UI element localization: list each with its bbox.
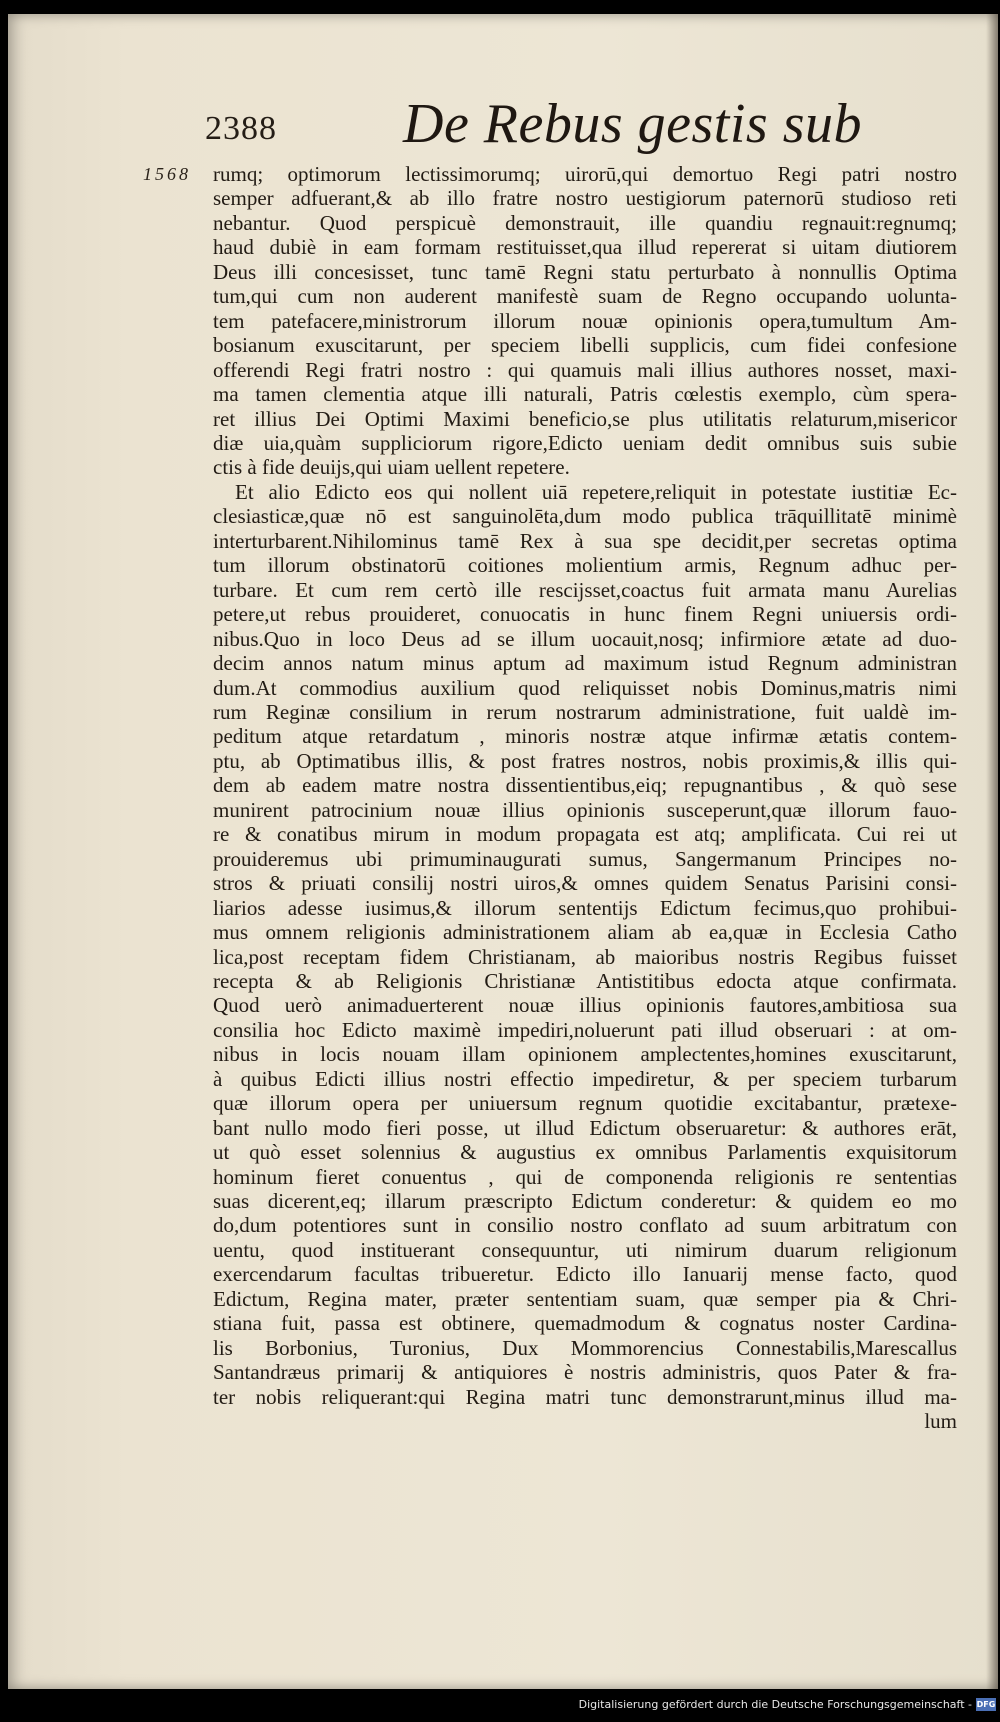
funding-credit: Digitalisierung gefördert durch die Deutsche Forschungsgemeinschaft - — [578, 1698, 972, 1711]
text-line: liarios adesse iusimus,& illorum sententijs Edictum fecimus,quo prohibui- — [213, 895, 957, 920]
dfg-logo-icon: DFG — [976, 1700, 996, 1709]
text-line: dum.At commodius auxilium quod reliquisset nobis Dominus,matris nimi — [213, 675, 957, 700]
page-number: 2388 — [205, 110, 277, 147]
text-line: suas dicerent,eq; illarum præscripto Edictum conderetur: & quidem eo mo — [213, 1189, 957, 1214]
text-line: munirent patrocinium nouæ illius opinionis susceperunt,quæ illorum fauo- — [213, 797, 957, 822]
text-line: tem patefacere,ministrorum illorum nouæ opinionis opera,tumultum Am- — [213, 308, 957, 333]
text-line: quæ illorum opera per uniuersum regnum quotidie excitabantur, prætexe- — [213, 1091, 957, 1116]
text-line: uentu, quod instituerant consequuntur, uti nimirum duarum religionum — [213, 1237, 957, 1262]
book-page — [8, 14, 998, 1689]
margin-year-note: 1568 — [143, 164, 191, 184]
text-line: tum,qui cum non auderent manifestè suam de Regno occupando uolunta- — [213, 284, 957, 309]
text-line: stros & priuati consilij nostri uiros,& omnes quidem Senatus Parisini consi- — [213, 871, 957, 896]
text-line: nibus.Quo in loco Deus ad se illum uocauit,nosq; infirmiore ætate ad duo- — [213, 626, 957, 651]
text-line: consilia hoc Edicto maximè impediri,noluerunt pati illud obseruari : at om- — [213, 1017, 957, 1042]
text-line: bant nullo modo fieri posse, ut illud Edictum obseruaretur: & authores erāt, — [213, 1115, 957, 1140]
text-line: offerendi Regi fratri nostro : qui quamuis mali illius authores nosset, maxi- — [213, 357, 957, 382]
text-line: rum Reginæ consilium in rerum nostrarum administratione, fuit ualdè im- — [213, 699, 957, 724]
text-line: turbare. Et cum rem certò ille rescijsset,coactus fuit armata manu Aurelias — [213, 577, 957, 602]
text-line: diæ uia,quàm suppliciorum rigore,Edicto ueniam dedit omnibus suis subie — [213, 430, 957, 455]
text-line: ctis à fide deuijs,qui uiam uellent repetere. — [213, 455, 570, 480]
text-line: decim annos natum minus aptum ad maximum istud Regnum administran — [213, 651, 957, 676]
text-line: hominum fieret conuentus , qui de componenda religionis re sententias — [213, 1164, 957, 1189]
text-line: Edictum, Regina mater, præter sententiam suam, quæ semper pia & Chri- — [213, 1286, 957, 1311]
text-line: prouideremus ubi primuminaugurati sumus, Sangermanum Principes no- — [213, 846, 957, 871]
text-line: stiana fuit, passa est obtinere, quemadmodum & cognatus noster Cardina- — [213, 1311, 957, 1336]
text-line: interturbarent.Nihilominus tamē Rex à sua spe decidit,per secretas optima — [213, 528, 957, 553]
text-line: bosianum exuscitarunt, per speciem libelli supplicis, cum fidei confesione — [213, 333, 957, 358]
text-line: Deus illi concesisset, tunc tamē Regni statu perturbato à nonnullis Optima — [213, 259, 957, 284]
text-line: haud dubiè in eam formam restituisset,qua illud repererat si uitam diutiorem — [213, 235, 957, 260]
text-line: tum illorum obstinatorū coitiones molientium armis, Regnum adhuc per- — [213, 553, 957, 578]
text-line: ma tamen clementia atque illi naturali, Patris cœlestis exemplo, cùm spera- — [213, 382, 957, 407]
text-line: nibus in locis nouam illam opinionem amplectentes,homines exuscitarunt, — [213, 1042, 957, 1067]
page-header — [8, 93, 998, 162]
text-line: nebantur. Quod perspicuè demonstrauit, ille quandiu regnauit:regnumq; — [213, 210, 957, 235]
text-line: do,dum potentiores sunt in consilio nostro conflato ad suum arbitratum con — [213, 1213, 957, 1238]
catchword: lum — [924, 1409, 957, 1434]
text-line: petere,ut rebus prouideret, conuocatis in hunc finem Regni uniuersis ordi- — [213, 602, 957, 627]
text-line: rumq; optimorum lectissimorumq; uirorū,qui demortuo Regi patri nostro — [213, 162, 957, 186]
text-line: mus omnem religionis administrationem aliam ab ea,quæ in Ecclesia Catho — [213, 920, 957, 945]
text-line: clesiasticæ,quæ nō est sanguinolēta,dum modo publica trāquillitatē minimè — [213, 504, 957, 529]
body-text — [213, 162, 957, 1434]
text-line: lis Borbonius, Turonius, Dux Mommorencius Connestabilis,Marescallus — [213, 1335, 957, 1360]
text-line: Quod uerò animaduerterent nouæ illius opinionis fautores,ambitiosa sua — [213, 993, 957, 1018]
text-line: ret illius Dei Optimi Maximi beneficio,se plus utilitatis relaturum,misericor — [213, 406, 957, 431]
text-line: semper adfuerant,& ab illo fratre nostro uestigiorum paternorū studioso reti — [213, 186, 957, 211]
text-line: dem ab eadem matre nostra dissentientibus,eiq; repugnantibus , & quò sese — [213, 773, 957, 798]
text-line: ut quò esset solennius & augustius ex omnibus Parlamentis exquisitorum — [213, 1140, 957, 1165]
text-line: ptu, ab Optimatibus illis, & post fratres nostros, nobis proximis,& illis qui- — [213, 748, 957, 773]
digitization-footer — [0, 1692, 1000, 1722]
text-line: exercendarum facultas tribueretur. Edicto illo Ianuarij mense facto, quod — [213, 1262, 957, 1287]
text-line: recepta & ab Religionis Christianæ Antistitibus edocta atque confirmata. — [213, 968, 957, 993]
text-line: à quibus Edicti illius nostri effectio impediretur, & per speciem turbarum — [213, 1066, 957, 1091]
text-line: re & conatibus mirum in modum propagata est atq; amplificata. Cui rei ut — [213, 822, 957, 847]
text-line: Et alio Edicto eos qui nollent uiā repetere,reliquit in potestate iustitiæ Ec- — [235, 479, 957, 504]
running-head: De Rebus gestis sub — [403, 93, 863, 155]
text-line: peditum atque retardatum , minoris nostræ atque infirmæ ætatis contem- — [213, 724, 957, 749]
binding-shadow — [986, 14, 998, 1689]
text-line: lica,post receptam fidem Christianam, ab maioribus nostris Regibus fuisset — [213, 944, 957, 969]
text-line: ter nobis reliquerant:qui Regina matri tunc demonstrarunt,minus illud ma- — [213, 1384, 957, 1409]
text-line: Santandræus primarij & antiquiores è nostris administris, quos Pater & fra- — [213, 1360, 957, 1385]
